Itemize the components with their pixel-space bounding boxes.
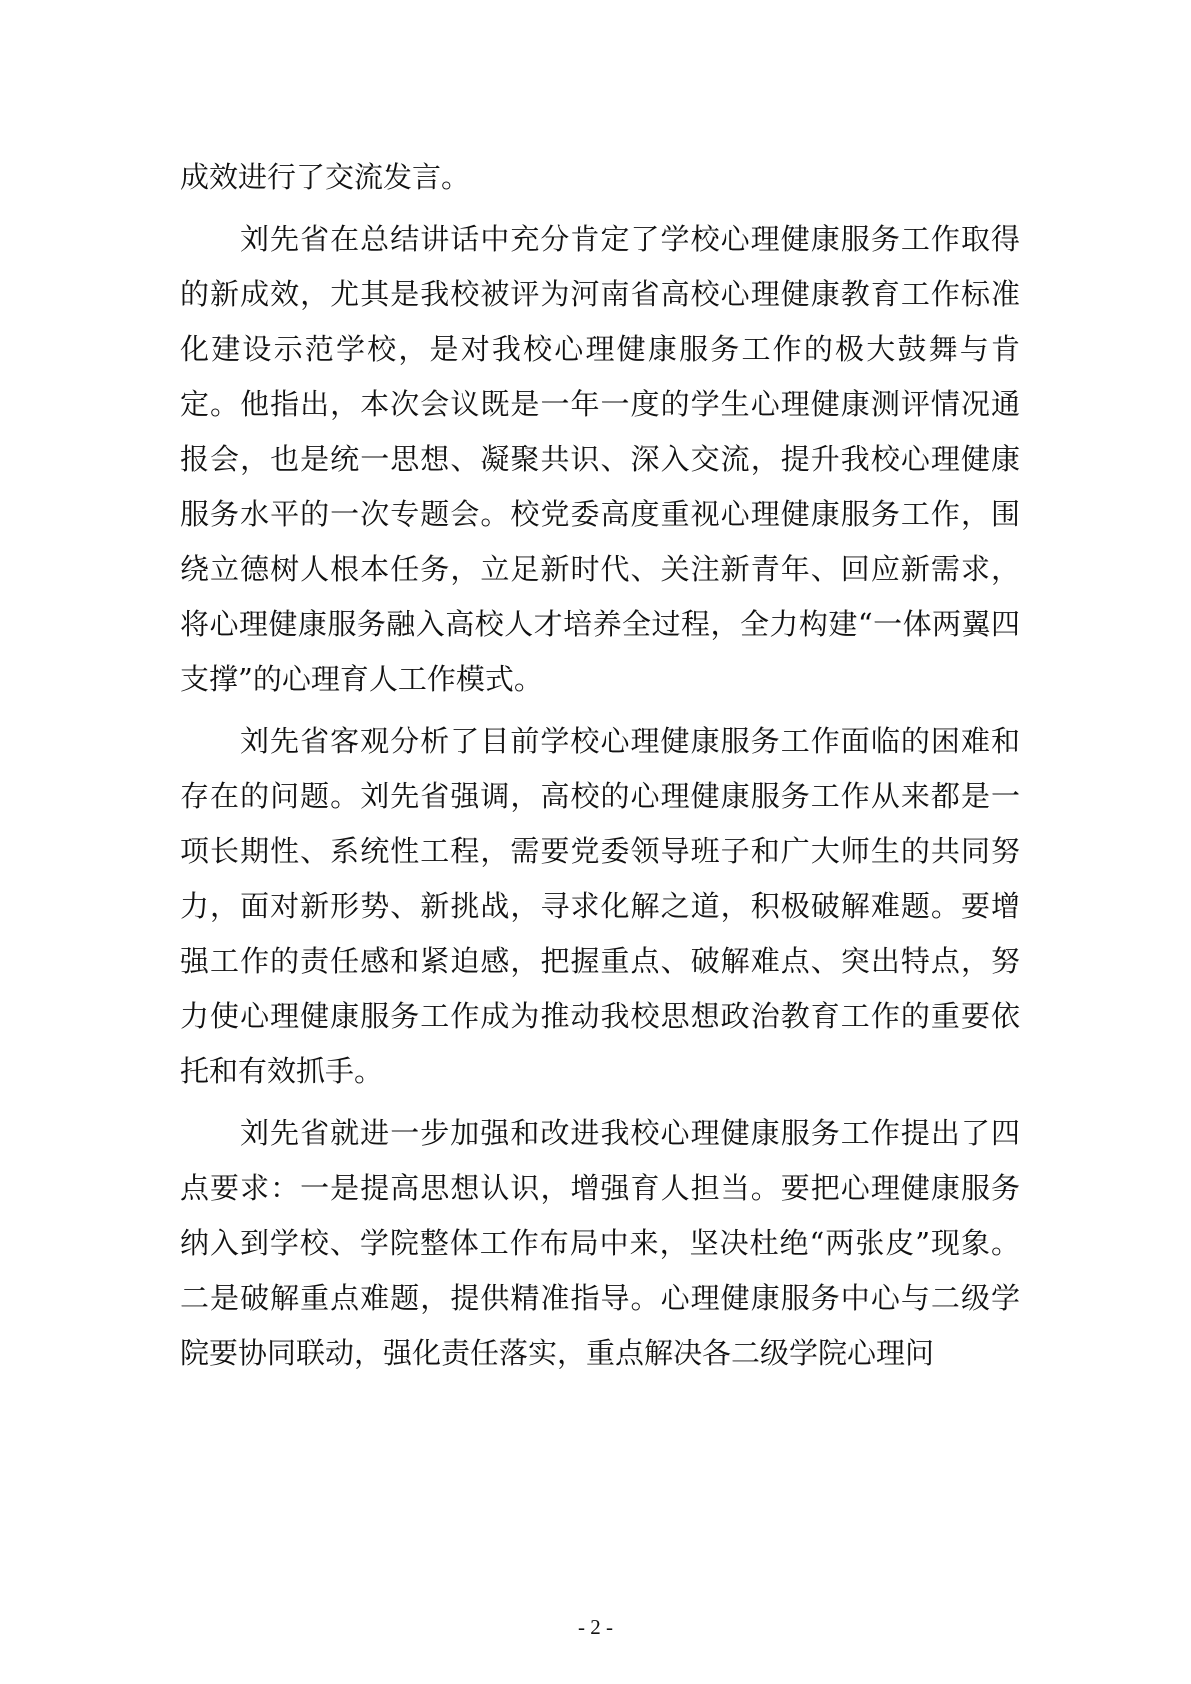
paragraph-summary-speech: 刘先省在总结讲话中充分肯定了学校心理健康服务工作取得的新成效，尤其是我校被评为河南省高校心理健康教育工作标准化建设示范学校，是对我校心理健康服务工作的极大鼓舞与肯定。他指出，本次会议既是一年一度的学生心理健康测评情况通报会，也是统一思想、凝聚共识、深入交流，提升我校心理健康服务水平的一次专题会。校党委高度重视心理健康服务工作，围绕立德树人根本任务，立足新时代、关注新青年、回应新需求，将心理健康服务融入高校人才培养全过程，全力构建“一体两翼四支撑”的心理育人工作模式。 — [180, 222, 1020, 696]
document-body — [180, 150, 1020, 1388]
paragraph-requirements: 刘先省就进一步加强和改进我校心理健康服务工作提出了四点要求：一是提高思想认识，增强育人担当。要把心理健康服务纳入到学校、学院整体工作布局中来，坚决杜绝“两张皮”现象。二是破解重点难题，提供精准指导。心理健康服务中心与二级学院要协同联动，强化责任落实，重点解决各二级学院心理问 — [180, 1116, 1020, 1370]
paragraph-problem-analysis: 刘先省客观分析了目前学校心理健康服务工作面临的困难和存在的问题。刘先省强调，高校的心理健康服务工作从来都是一项长期性、系统性工程，需要党委领导班子和广大师生的共同努力，面对新形势、新挑战，寻求化解之道，积极破解难题。要增强工作的责任感和紧迫感，把握重点、破解难点、突出特点，努力使心理健康服务工作成为推动我校思想政治教育工作的重要依托和有效抓手。 — [180, 724, 1020, 1088]
page-number: - 2 - — [578, 1615, 613, 1639]
paragraph-continuation: 成效进行了交流发言。 — [180, 160, 471, 194]
